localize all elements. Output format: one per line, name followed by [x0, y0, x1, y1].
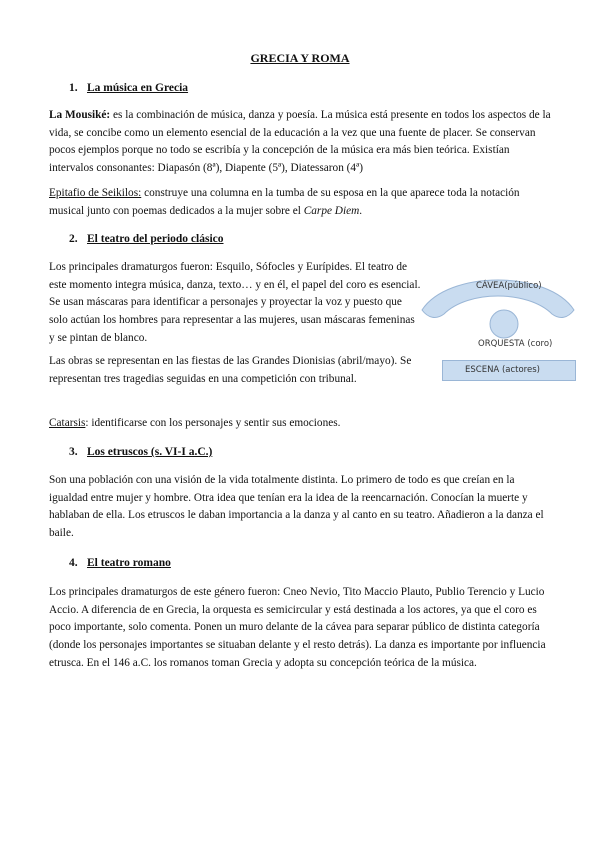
section-4-heading: [69, 557, 171, 569]
carpe-diem: Carpe Diem: [303, 204, 360, 217]
orquesta-label: ORQUESTA (coro): [478, 339, 553, 349]
greek-theatre-diagram: [418, 272, 578, 386]
document-title: GRECIA Y ROMA: [250, 51, 350, 65]
mousike-paragraph: [49, 107, 553, 178]
mousike-term: La Mousiké:: [49, 109, 111, 121]
catarsis-text: identificarse con los personajes y sentir sus emociones.: [88, 417, 341, 429]
catarsis-term: Catarsis: [49, 417, 86, 429]
seikilos-text: construye una columna en la tumba de su esposa en la que aparece toda la notación musical junto con poemas dedicados a la mujer sobre el: [49, 187, 520, 217]
section-1-title: La música en Grecia: [87, 82, 189, 94]
seikilos-term: Epitafio de Seikilos:: [49, 187, 142, 199]
section-2-number: 2.: [69, 233, 78, 245]
cavea-label: CÁVEA(público): [476, 281, 542, 291]
section-3-number: 3.: [69, 446, 78, 458]
catarsis-paragraph: Catarsis: identificarse con los personajes y sentir sus emociones.: [49, 417, 341, 429]
section-2-heading: [69, 233, 224, 245]
etruscos-paragraph: Son una población con una visión de la vida totalmente distinta. Lo primero de todo es que creían en la igualdad entre mujer y hombre. Otra idea que tenían era la idea de la reencarnación. Conocían la muerte y hablaban de ella. Los etruscos le daban importancia a la danza y al canto en su teatro. Añadieron a la danza el baile.: [49, 474, 544, 540]
escena-box: [442, 360, 576, 381]
escena-label: ESCENA (actores): [465, 365, 540, 375]
dionisias-paragraph: Las obras se representan en las fiestas de las Grandes Dionisias (abril/mayo). Se representan tres tragedias seguidas en una competición con tribunal.: [49, 355, 412, 385]
section-2-title: El teatro del periodo clásico: [87, 233, 224, 245]
section-1-heading: [69, 82, 188, 94]
section-1-number: 1.: [69, 82, 78, 94]
seikilos-paragraph: Epitafio de Seikilos: construye una columna en la tumba de su esposa en la que aparece toda la notación musical junto con poemas dedicados a la mujer sobre el Carpe Diem.: [49, 187, 520, 217]
teatro-romano-paragraph: Los principales dramaturgos de este género fueron: Cneo Nevio, Tito Maccio Plauto, Publio Terencio y Lucio Accio. A diferencia de en Grecia, la orquesta es semicircular y está destinada a los actores, ya que el coro es poco importante, solo comenta. Ponen un muro delante de la cávea para separar público de distinta categoría (donde los personajes importantes se situaban delante y el resto detrás). La danza es importante por influencia etrusca. En el 146 a.C. los romanos toman Grecia y adopta su concepción teórica de la música.: [49, 586, 546, 669]
section-3-heading: [69, 446, 212, 458]
mousike-text: es la combinación de música, danza y poesía. La música está presente en todos los aspectos de la vida, se concibe como un elemento esencial de la educación a la vez que una fuente de placer. Se conservan pocos ejemplos porque no todo se escribía y la concepción de la música era más bien teórica. Existían intervalos consonantes: Diapasón (8ª), Diapente (5ª), Diatessaron (4ª): [49, 109, 551, 175]
section-4-number: 4.: [69, 557, 78, 569]
dramaturgos-griegos-paragraph: Los principales dramaturgos fueron: Esquilo, Sófocles y Eurípides. El teatro de este momento integra música, danza, texto… y en él, el papel del coro es esencial. Se usan máscaras para identificar a personajes y proyectar la voz y puesto que solo actúan los hombres para representar a las mujeres, usan máscaras femeninas y se pintan de blanco.: [49, 261, 421, 344]
section-4-title: El teatro romano: [87, 557, 171, 569]
section-3-title: Los etruscos (s. VI-I a.C.): [87, 446, 213, 458]
orquesta-shape: [490, 310, 518, 338]
